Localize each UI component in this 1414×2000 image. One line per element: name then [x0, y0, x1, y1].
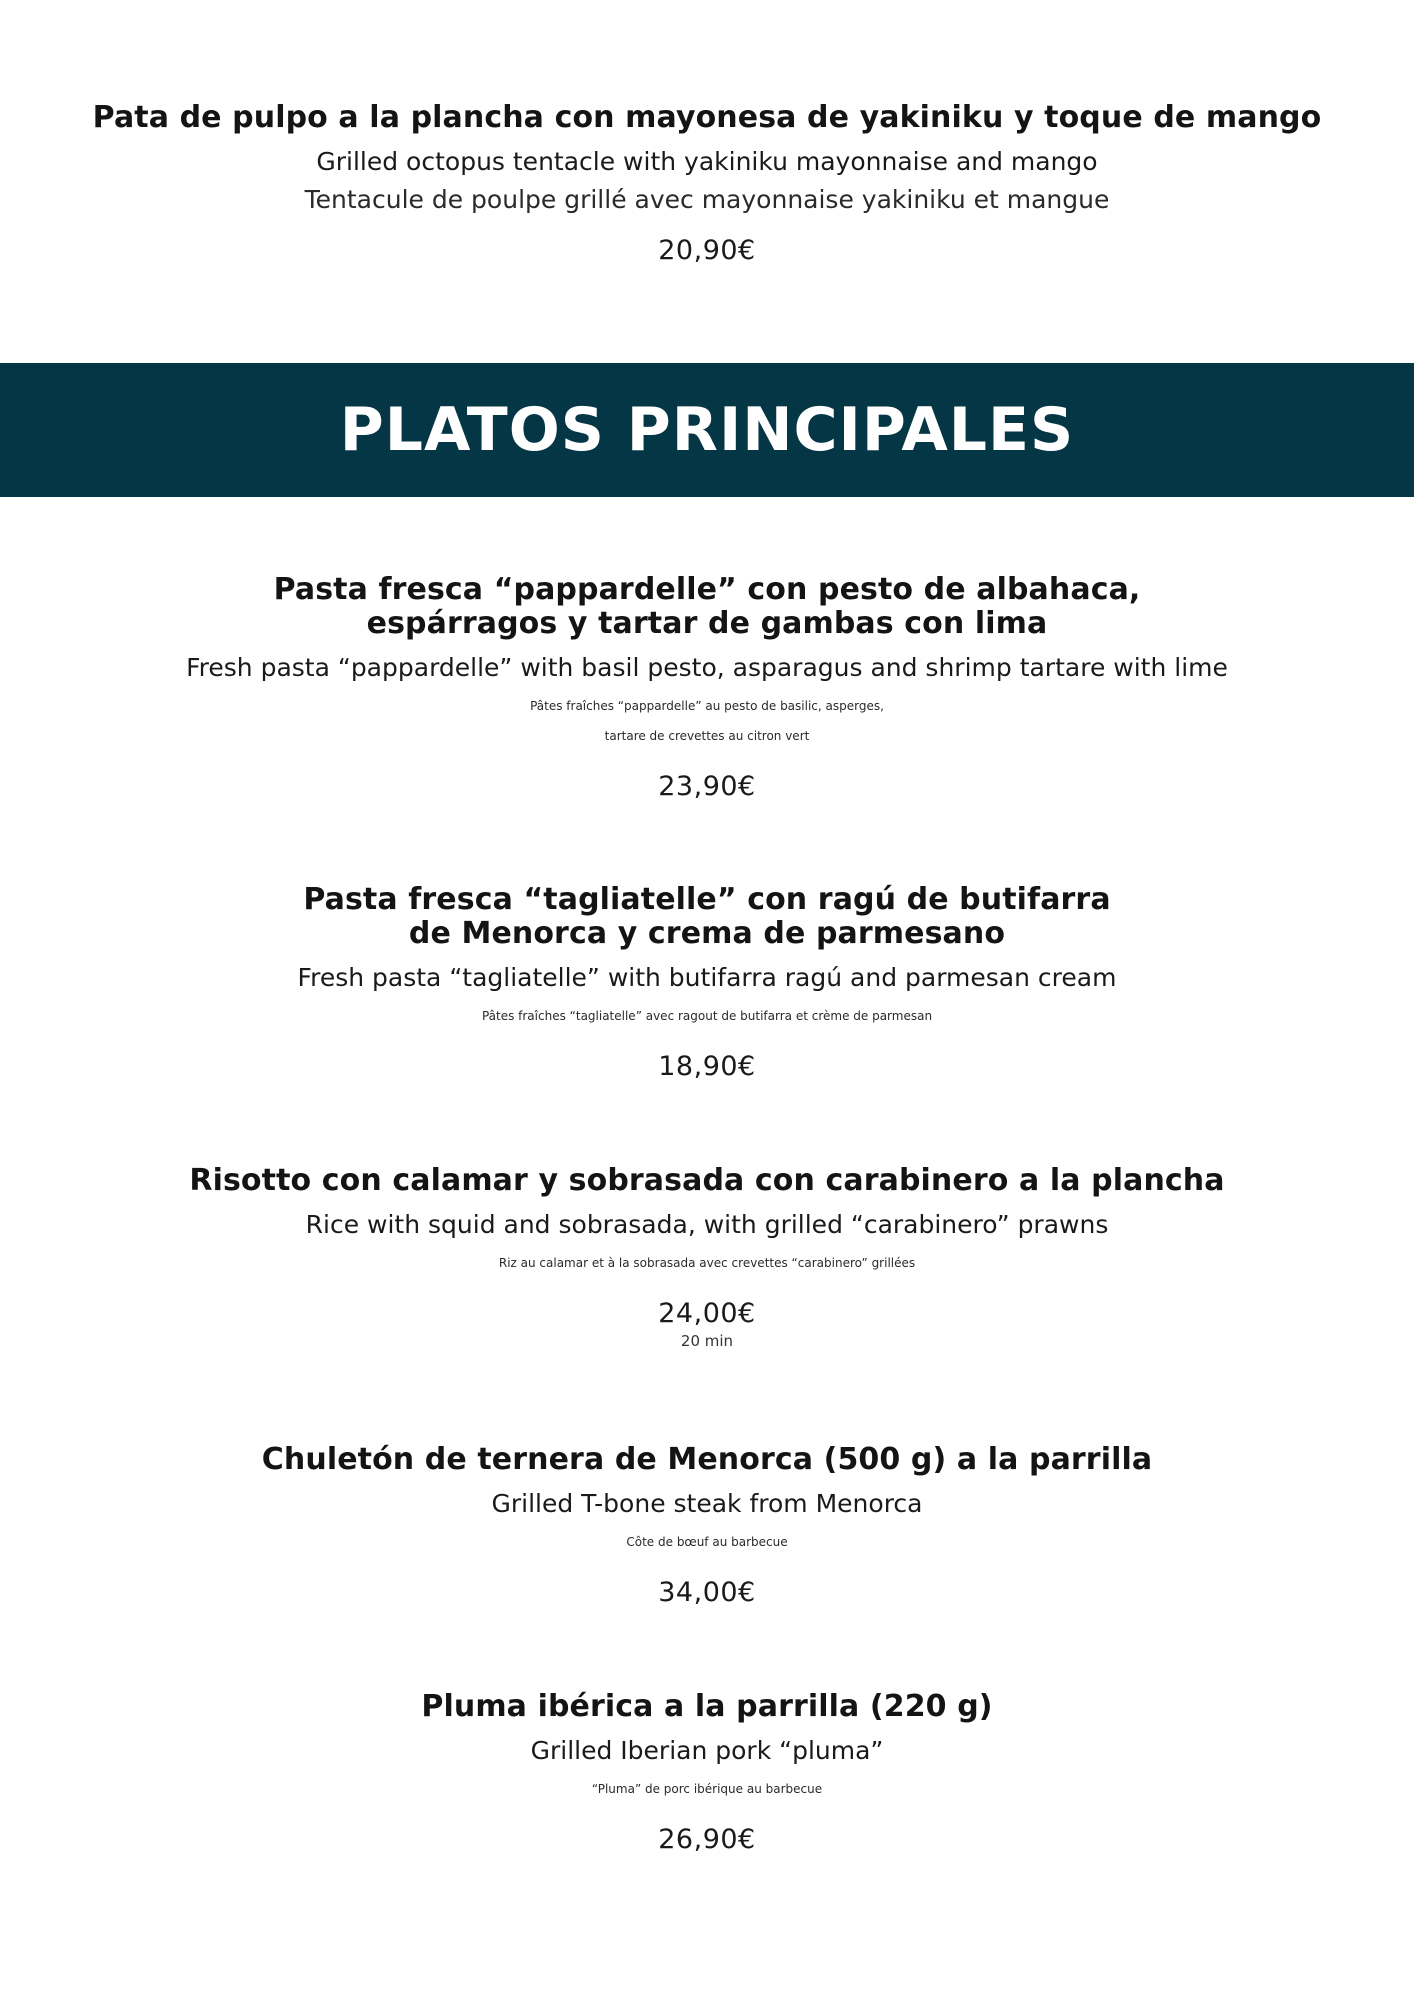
dish-description-french: Pâtes fraîches “pappardelle” au pesto de basilic, asperges, tartare de crevettes au citron vert: [530, 699, 884, 743]
dish-title: Risotto con calamar y sobrasada con carabinero a la plancha: [189, 1163, 1225, 1198]
dish-price: 26,90€: [658, 1824, 756, 1855]
dish-description-english: Grilled octopus tentacle with yakiniku mayonnaise and mango: [316, 147, 1098, 176]
dish-price: 20,90€: [658, 235, 756, 266]
dish-description-french: Tentacule de poulpe grillé avec mayonnaise yakiniku et mangue: [304, 185, 1110, 214]
dish-description-english: Fresh pasta “pappardelle” with basil pesto, asparagus and shrimp tartare with lime: [186, 653, 1228, 682]
dish-description-english: Grilled Iberian pork “pluma”: [530, 1736, 884, 1765]
dish-price: 24,00€: [658, 1298, 756, 1329]
dish-description-french: Pâtes fraîches “tagliatelle” avec ragout de butifarra et crème de parmesan: [481, 1009, 933, 1023]
dish-title: Pata de pulpo a la plancha con mayonesa de yakiniku y toque de mango: [92, 100, 1322, 135]
dish-description-french: Riz au calamar et à la sobrasada avec crevettes “carabinero” grillées: [498, 1256, 916, 1270]
menu-item-risotto: [0, 1164, 1414, 1350]
dish-price: 23,90€: [658, 771, 756, 802]
menu-item-tagliatelle: [0, 883, 1414, 1083]
menu-item-chuleton: [0, 1443, 1414, 1609]
dish-title: Pluma ibérica a la parrilla (220 g): [421, 1689, 993, 1724]
dish-price: 18,90€: [658, 1051, 756, 1082]
section-header-band: [0, 363, 1414, 497]
dish-title: Pasta fresca “pappardelle” con pesto de albahaca, espárragos y tartar de gambas con lima: [273, 572, 1141, 641]
dish-description-english: Grilled T-bone steak from Menorca: [491, 1489, 923, 1518]
dish-title: Chuletón de ternera de Menorca (500 g) a la parrilla: [261, 1442, 1153, 1477]
section-title: PLATOS PRINCIPALES: [339, 395, 1075, 465]
menu-item-pappardelle: [0, 573, 1414, 803]
dish-description-english: Rice with squid and sobrasada, with grilled “carabinero” prawns: [305, 1210, 1109, 1239]
dish-price: 34,00€: [658, 1577, 756, 1608]
menu-item-octopus: [0, 101, 1414, 267]
preparation-time-note: 20 min: [680, 1332, 734, 1350]
dish-description-french: Côte de bœuf au barbecue: [626, 1535, 788, 1549]
menu-item-pluma: [0, 1690, 1414, 1856]
dish-description-english: Fresh pasta “tagliatelle” with butifarra ragú and parmesan cream: [297, 963, 1117, 992]
dish-description-french: “Pluma” de porc ibérique au barbecue: [591, 1782, 823, 1796]
dish-title: Pasta fresca “tagliatelle” con ragú de butifarra de Menorca y crema de parmesano: [303, 882, 1111, 951]
